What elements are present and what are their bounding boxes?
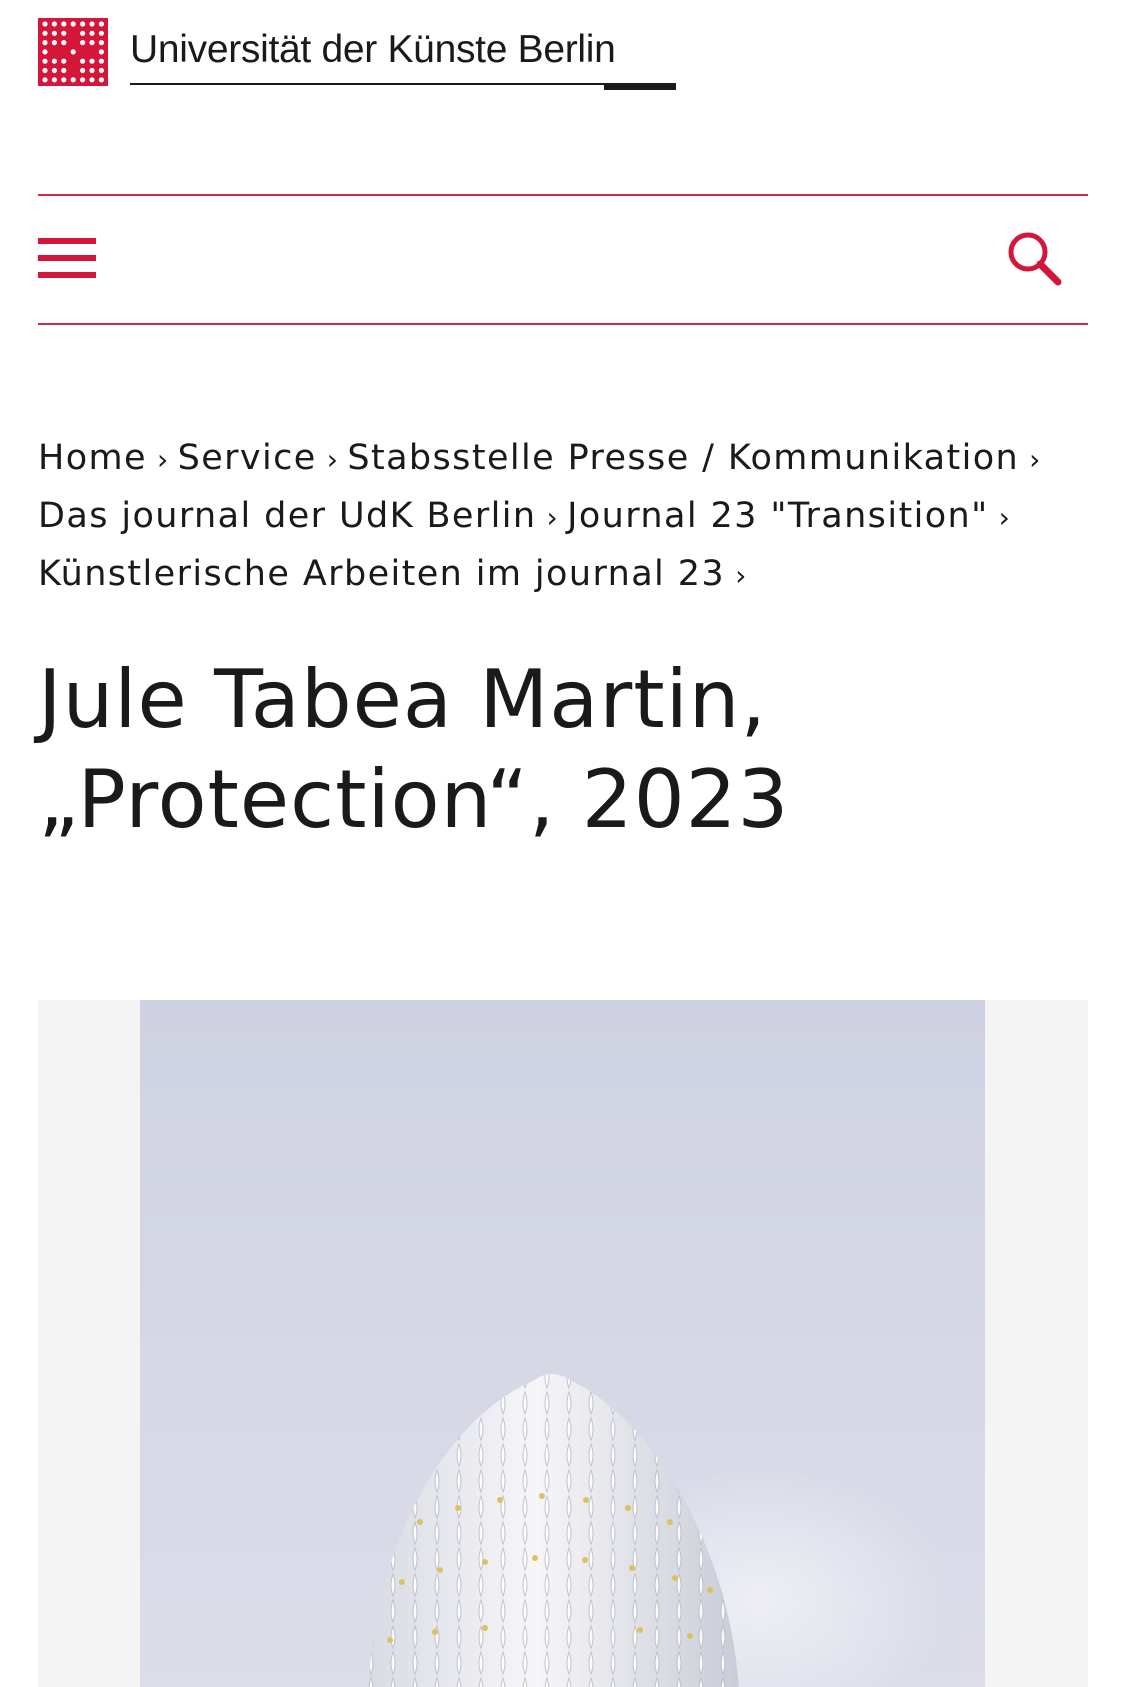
logo-dot [52,59,57,64]
logo-dot [42,40,47,45]
udk-logo-icon[interactable] [38,18,108,86]
artwork-photo[interactable] [140,1000,985,1687]
breadcrumb-separator: › [326,443,340,476]
logo-dot [42,31,47,36]
logo-dot [61,59,66,64]
logo-dot [52,77,57,82]
breadcrumb-separator: › [735,559,748,592]
logo-dot [42,77,47,82]
logo-dot [89,59,94,64]
page-title [38,650,1078,850]
nav-divider-bottom [38,323,1088,325]
logo-dot [61,21,66,26]
logo-dot [89,40,94,45]
logo-dot [99,49,104,54]
logo-dot [80,21,85,26]
breadcrumb [38,430,1078,604]
header-divider [130,83,642,85]
menu-button[interactable] [36,232,100,284]
logo-dot [80,40,85,45]
logo-dot [71,49,76,54]
logo-dot [42,49,47,54]
sculpture-image [140,1000,985,1687]
hamburger-menu-icon [38,238,96,244]
breadcrumb-presse-kommunikation[interactable]: Stabsstelle Presse / Kommunikation [347,438,1020,478]
logo-dot [71,77,76,82]
logo-dot [42,68,47,73]
logo-dot [61,40,66,45]
breadcrumb-separator: › [546,501,560,534]
search-icon [1004,228,1064,288]
breadcrumb-journal-udk[interactable]: Das journal der UdK Berlin [38,496,537,536]
logo-dot [89,21,94,26]
breadcrumb-separator: › [998,501,1012,534]
hamburger-menu-icon [38,255,96,261]
logo-dot [99,77,104,82]
nav-divider-top [38,194,1088,196]
site-name[interactable]: Universität der Künste Berlin [130,28,616,71]
logo-dot [42,21,47,26]
hamburger-menu-icon [38,272,96,278]
breadcrumb-home[interactable]: Home [38,438,147,478]
logo-dot [99,31,104,36]
site-header[interactable] [38,18,678,94]
logo-dot [80,59,85,64]
logo-dot [61,68,66,73]
logo-dot [80,31,85,36]
logo-dot [52,31,57,36]
logo-dot [99,21,104,26]
page-title-line1: Jule Tabea Martin, [38,653,767,746]
breadcrumb-separator: › [1029,443,1042,476]
page-title-line2: „Protection“, 2023 [38,753,790,846]
logo-dot [99,40,104,45]
logo-dot [52,21,57,26]
logo-dot [61,31,66,36]
logo-dot [89,68,94,73]
logo-dot [99,59,104,64]
logo-dot [89,77,94,82]
breadcrumb-separator: › [156,443,170,476]
logo-dot [71,21,76,26]
artwork-figure [38,1000,1088,1687]
logo-dot [52,40,57,45]
logo-dot [99,68,104,73]
header-divider-accent [604,83,676,90]
logo-dot [80,68,85,73]
logo-dot [42,59,47,64]
breadcrumb-journal-23[interactable]: Journal 23 "Transition" [567,496,989,536]
logo-dot [52,68,57,73]
breadcrumb-service[interactable]: Service [177,438,317,478]
logo-dot [80,77,85,82]
logo-dot [61,77,66,82]
breadcrumb-kuenstlerische-arbeiten[interactable]: Künstlerische Arbeiten im journal 23 [38,554,726,594]
search-button[interactable] [1004,228,1064,288]
logo-dot [89,31,94,36]
